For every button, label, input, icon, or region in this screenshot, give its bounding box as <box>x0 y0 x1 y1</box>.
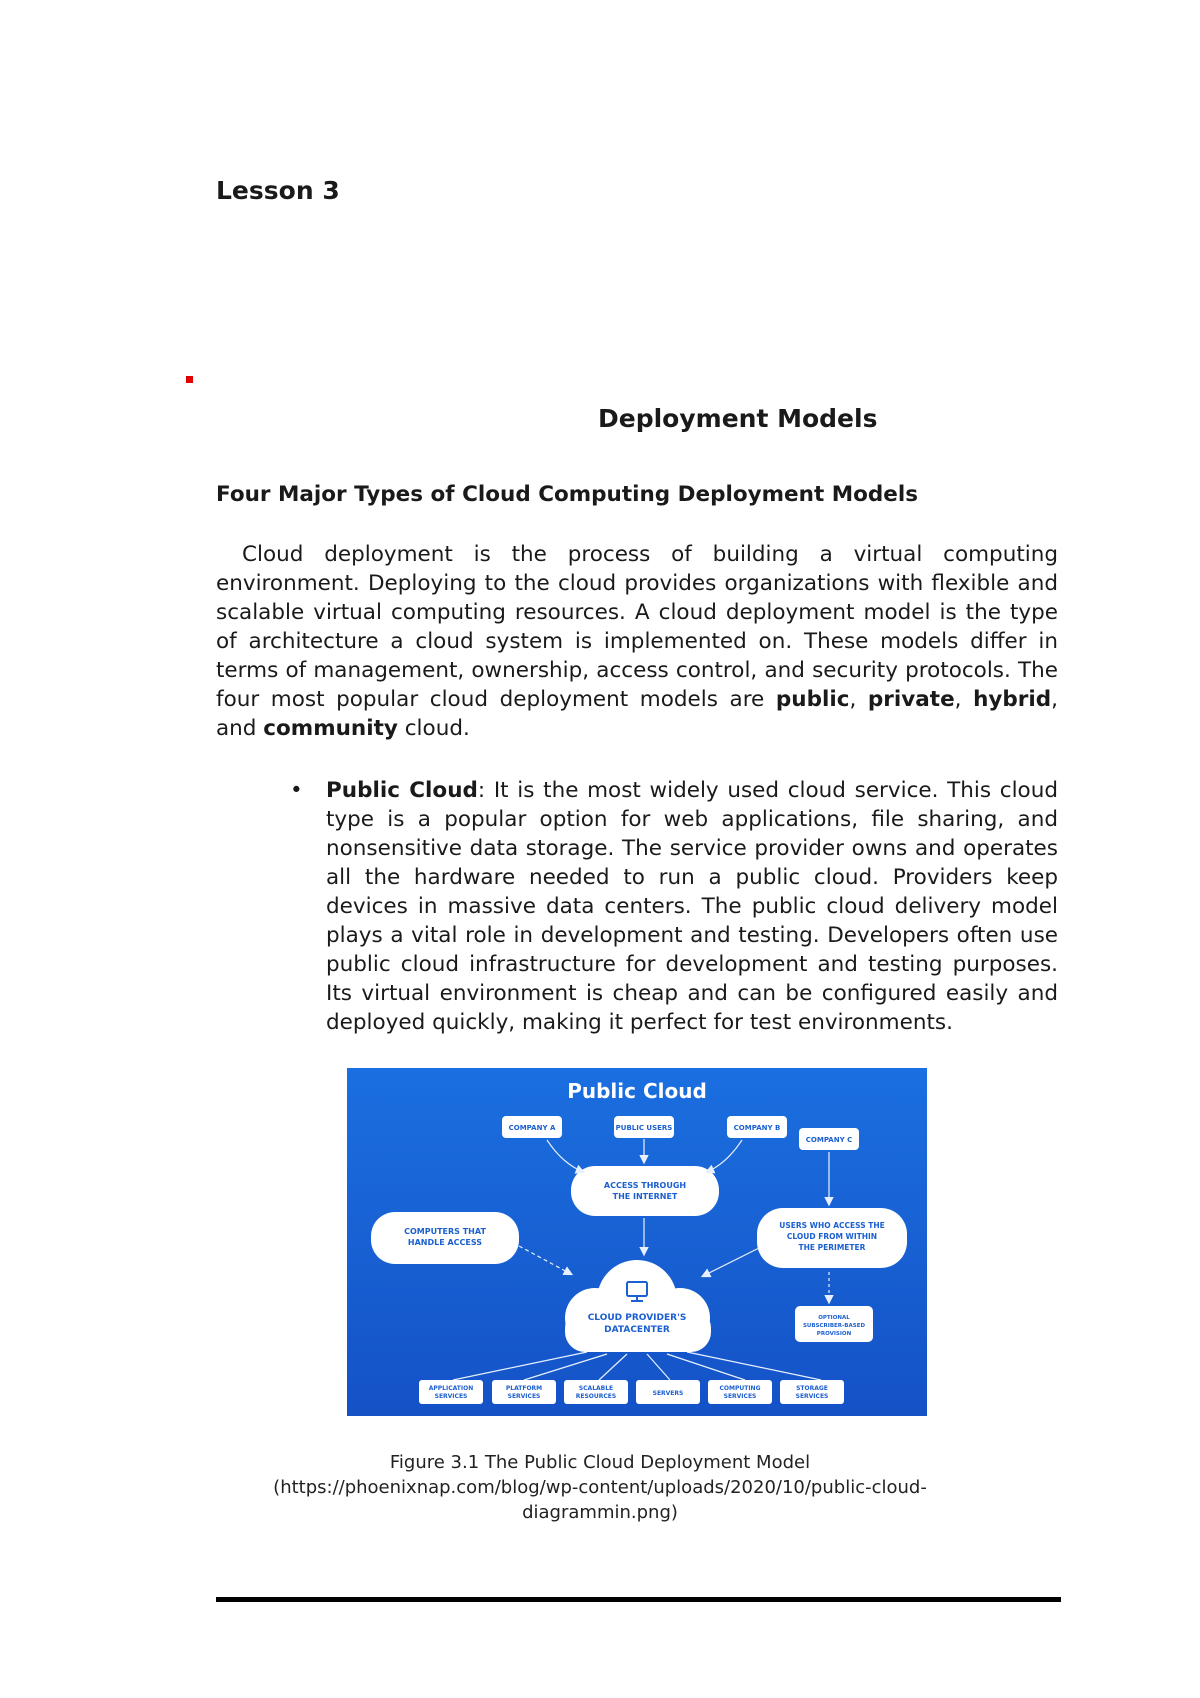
public-cloud-figure <box>347 1068 927 1416</box>
service-box <box>780 1380 844 1404</box>
red-marker <box>186 376 193 383</box>
intro-separator: , <box>849 687 868 712</box>
service-sublabel: SERVICES <box>507 1393 541 1400</box>
page-title: Deployment Models <box>598 404 878 433</box>
term-public: public <box>775 687 850 712</box>
figure-title: Public Cloud <box>567 1079 707 1103</box>
service-box <box>708 1380 772 1404</box>
service-label: STORAGE <box>796 1385 828 1392</box>
intro-separator: , <box>954 687 974 712</box>
service-label: PLATFORM <box>505 1385 543 1392</box>
figure-caption <box>0 1450 1200 1525</box>
lesson-heading: Lesson 3 <box>216 176 340 205</box>
intro-text: Cloud deployment is the process of building a virtual computing environment. Deploying to the cloud provides organizations with flexible and scalable virtual computing resources. A cloud deployment model is the type of architecture a cloud system is implemented on. These models differ in terms of management, ownership, access control, and security protocols. The four most popular cloud deployment models are <box>216 542 1058 712</box>
caption-line3: diagrammin.png) <box>522 1502 678 1523</box>
service-sublabel: RESOURCES <box>575 1393 617 1400</box>
footer-rule <box>216 1597 1061 1602</box>
bullet-public-cloud <box>290 776 1058 1037</box>
service-sublabel: SERVICES <box>723 1393 757 1400</box>
datacenter-line1: CLOUD PROVIDER'S <box>587 1313 687 1323</box>
optional-line3: PROVISION <box>816 1331 852 1337</box>
term-hybrid: hybrid <box>973 687 1052 712</box>
bullet-colon: : <box>477 778 486 803</box>
computers-line1: COMPUTERS THAT <box>404 1227 486 1236</box>
optional-line2: SUBSCRIBER-BASED <box>802 1323 866 1329</box>
access-internet-box <box>571 1166 719 1216</box>
optional-line1: OPTIONAL <box>818 1315 850 1321</box>
access-internet-line2: THE INTERNET <box>612 1192 678 1201</box>
intro-ending: cloud. <box>397 716 470 741</box>
users-line2: CLOUD FROM WITHIN <box>786 1232 878 1241</box>
caption-line1: Figure 3.1 The Public Cloud Deployment Model <box>389 1452 811 1473</box>
service-label: APPLICATION <box>428 1385 474 1392</box>
service-label: SCALABLE <box>578 1385 614 1392</box>
public-users-label: PUBLIC USERS <box>615 1124 673 1132</box>
bullet-dot-icon: • <box>290 778 303 803</box>
section-subtitle: Four Major Types of Cloud Computing Deployment Models <box>216 482 919 507</box>
service-sublabel: SERVICES <box>434 1393 468 1400</box>
company-a-label: COMPANY A <box>508 1124 556 1132</box>
service-box <box>564 1380 628 1404</box>
service-sublabel: SERVICES <box>795 1393 829 1400</box>
public-cloud-diagram <box>347 1068 927 1416</box>
service-box <box>419 1380 483 1404</box>
intro-separator: , and <box>216 687 1059 741</box>
company-b-label: COMPANY B <box>733 1124 781 1132</box>
service-box <box>636 1380 700 1404</box>
computers-line2: HANDLE ACCESS <box>407 1238 483 1247</box>
company-c-label: COMPANY C <box>805 1136 853 1144</box>
users-line3: THE PERIMETER <box>798 1243 866 1252</box>
term-community: community <box>263 716 398 741</box>
bullet-term: Public Cloud <box>326 778 478 803</box>
term-private: private <box>867 687 955 712</box>
service-box <box>492 1380 556 1404</box>
datacenter-line2: DATACENTER <box>604 1325 670 1335</box>
access-internet-line1: ACCESS THROUGH <box>603 1181 687 1190</box>
users-line1: USERS WHO ACCESS THE <box>779 1221 885 1230</box>
datacenter-cloud <box>565 1260 711 1352</box>
intro-paragraph <box>216 540 1058 743</box>
service-label: COMPUTING <box>719 1385 761 1392</box>
bullet-text <box>326 776 1058 1037</box>
caption-line2: (https://phoenixnap.com/blog/wp-content/uploads/2020/10/public-cloud- <box>273 1477 927 1498</box>
service-label: SERVERS <box>652 1390 684 1397</box>
service-boxes <box>419 1380 844 1404</box>
bullet-body: It is the most widely used cloud service. This cloud type is a popular option for web applications, file sharing, and nonsensitive data storage. The service provider owns and operates all the hardware needed to run a public cloud. Providers keep devices in massive data centers. The public cloud delivery model plays a vital role in development and testing. Developers often use public cloud infrastructure for development and testing purposes. Its virtual environment is cheap and can be configured easily and deployed quickly, making it perfect for test environments. <box>326 778 1058 1035</box>
